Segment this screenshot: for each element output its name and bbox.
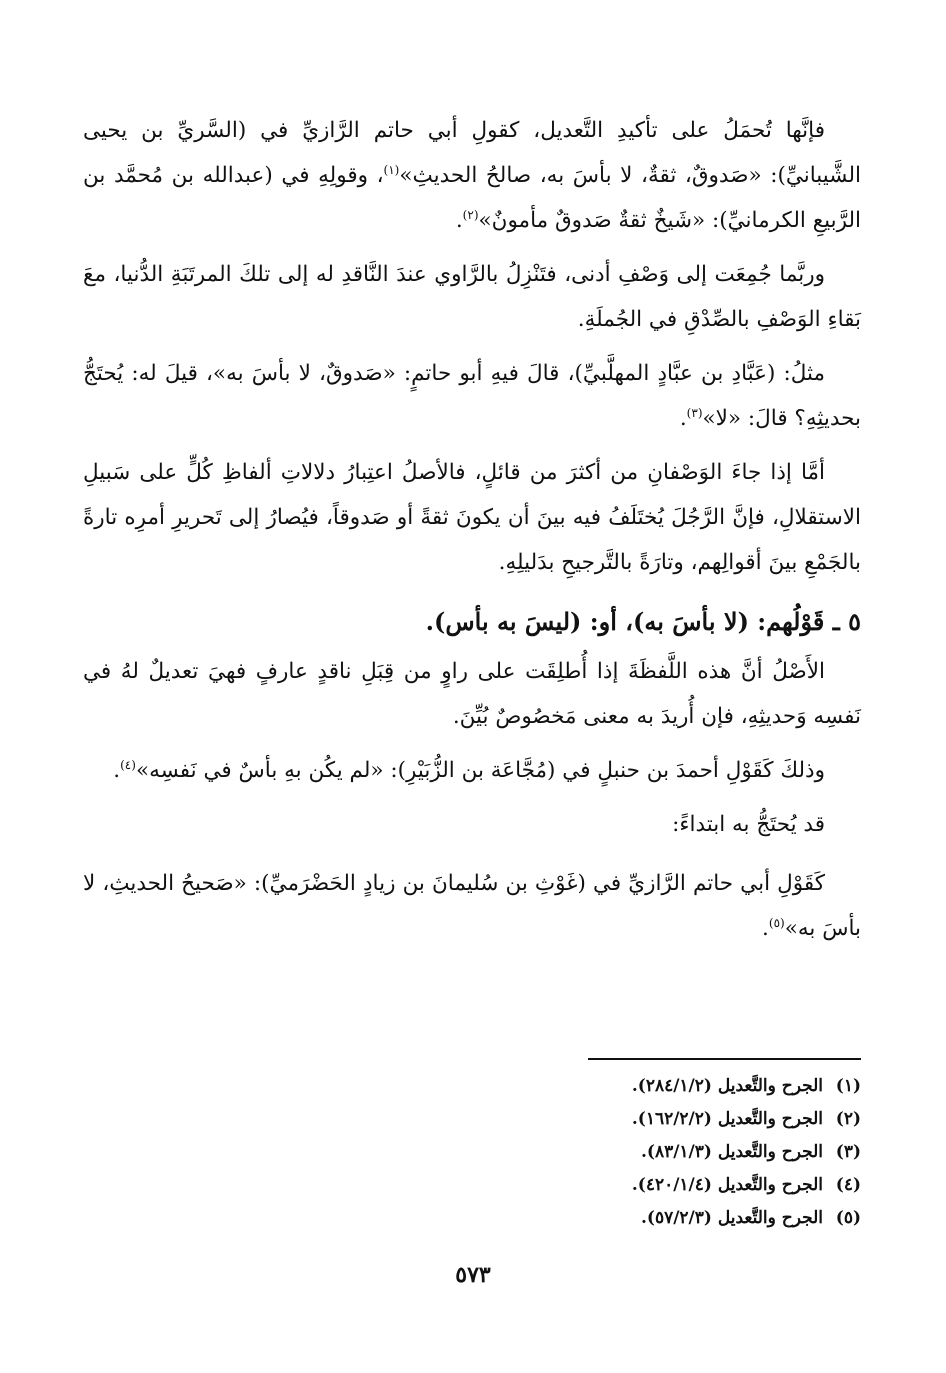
footnote-number: (٣) xyxy=(835,1142,861,1162)
footnote-ref-3: (٣) xyxy=(686,405,703,420)
footnote-number: (٤) xyxy=(835,1175,861,1195)
paragraph-1 xyxy=(83,108,861,243)
footnote-ref-2: (٢) xyxy=(462,207,479,222)
footnote-ref-1: (١) xyxy=(383,162,400,177)
paragraph-5: الأَصْلُ أنَّ هذه اللَّفظَةَ إذا أُطلِقَت على راوٍ من قِبَلِ ناقدٍ عارفٍ فهيَ تعديلٌ لهُ في نَفسِه وَحديثِهِ، فإن أُريدَ به معنى مَخصُوصٌ بُيِّنَ. xyxy=(83,659,861,729)
footnote-item xyxy=(261,1070,861,1103)
footnote-item xyxy=(261,1103,861,1136)
footnote-item xyxy=(261,1169,861,1202)
paragraph-3 xyxy=(83,351,861,441)
footnote-item xyxy=(261,1202,861,1235)
footnote-separator xyxy=(588,1058,861,1060)
section-heading: ٥ ـ قَوْلُهم: (لا بأسَ به)، أو: (ليسَ به بأس). xyxy=(425,607,861,636)
footnote-ref-5: (٥) xyxy=(768,915,785,930)
footnotes-list xyxy=(261,1070,861,1235)
footnote-number: (٥) xyxy=(835,1208,861,1228)
paragraph-1-end: . xyxy=(455,208,463,233)
footnote-item xyxy=(261,1136,861,1169)
paragraph-3-end: . xyxy=(679,406,687,431)
footnote-text: الجرح والتَّعديل (٥٧/٢/٣). xyxy=(640,1208,823,1228)
footnote-text: الجرح والتَّعديل (٢٨٤/١/٢). xyxy=(631,1076,823,1096)
paragraph-1-text-2: ، وقولِهِ في (عبدالله بن مُحمَّد بن الرَّبيعِ الكرمانيِّ): «شَيخٌ ثقةٌ صَدوقٌ مأمونٌ» xyxy=(83,163,861,233)
paragraph-7: قد يُحتَجُّ به ابتداءً: xyxy=(672,812,825,837)
paragraph-3-text: مثلُ: (عَبَّادِ بن عبَّادٍ المهلَّبيِّ)، قالَ فيهِ أبو حاتمٍ: «صَدوقٌ، لا بأسَ به»، قيلَ له: يُحتَجُّ بحديثِهِ؟ قالَ: «لا» xyxy=(83,361,861,431)
footnote-text: الجرح والتَّعديل (٤٢٠/١/٤). xyxy=(631,1175,823,1195)
paragraph-6-end: . xyxy=(113,758,121,783)
paragraph-8-text: كَقَوْلِ أبي حاتم الرَّازيِّ في (غَوْثِ بن سُليمانَ بن زيادٍ الحَضْرَميِّ): «صَحيحُ الحديثِ، لا بأسَ به» xyxy=(83,871,861,941)
footnote-number: (٢) xyxy=(835,1109,861,1129)
paragraph-6 xyxy=(83,748,861,793)
main-text xyxy=(83,108,861,960)
page-number: ٥٧٣ xyxy=(455,1262,491,1288)
footnote-text: الجرح والتَّعديل (١٦٢/٢/٢). xyxy=(631,1109,823,1129)
footnote-ref-4: (٤) xyxy=(120,757,136,772)
paragraph-8-end: . xyxy=(762,916,769,941)
footnote-number: (١) xyxy=(835,1076,861,1096)
paragraph-8 xyxy=(83,861,861,951)
paragraph-6-text: وذلكَ كَقَوْلِ أحمدَ بن حنبلٍ في (مُجَّاعَة بن الزُّبَيْرِ): «لم يكُن بهِ بأسٌ في نَفسِه» xyxy=(135,758,825,783)
paragraph-1-text: فإنَّها تُحمَلُ على تأكيدِ التَّعديل، كقولِ أبي حاتم الرَّازيِّ في (السَّريِّ بن يحيى الشَّيبانيِّ): «صَدوقٌ، ثقةٌ، لا بأسَ به، صالحُ الحديثِ» xyxy=(83,118,861,188)
paragraph-4: أمَّا إذا جاءَ الوَصْفانِ من أكثرَ من قائلٍ، فالأصلُ اعتِبارُ دلالاتِ ألفاظِ كُلٍّ على سَبيلِ الاستقلالِ، فإنَّ الرَّجُلَ يُختَلَفُ فيه بينَ أن يكونَ ثقةً أو صَدوقاً، فيُصارُ إلى تَحريرِ أمرِه تارةً بالجَمْعِ بينَ أقوالِهم، وتارَةً بالتَّرجيحِ بدَليلِهِ. xyxy=(83,460,861,575)
paragraph-2: وربَّما جُمِعَت إلى وَصْفِ أدنى، فتَنْزِلُ بالرَّاوي عندَ النَّاقدِ له إلى تلكَ المرتَبَةِ الدُّنيا، معَ بَقاءِ الوَصْفِ بالصِّدْقِ في الجُملَةِ. xyxy=(83,262,861,332)
footnote-text: الجرح والتَّعديل (٨٣/١/٣). xyxy=(640,1142,823,1162)
